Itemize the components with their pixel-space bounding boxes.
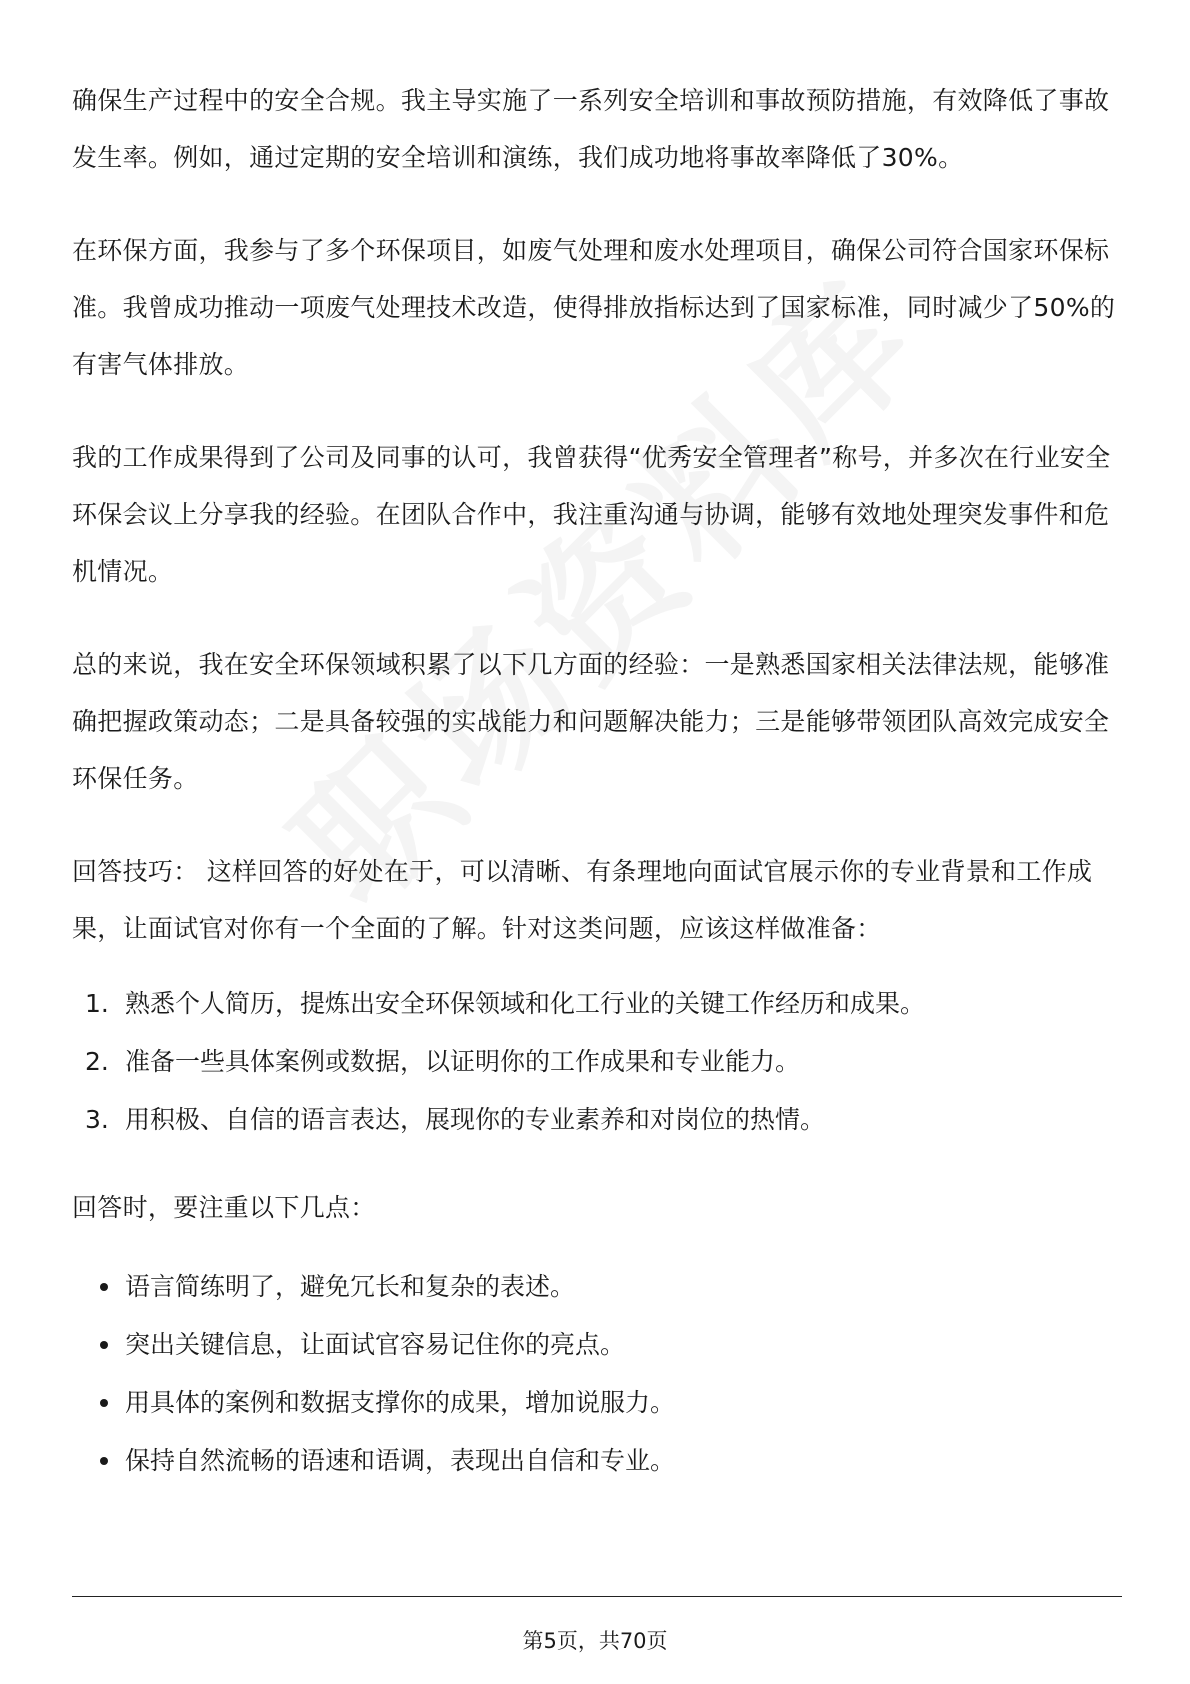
list-item-text: 突出关键信息，让面试官容易记住你的亮点。 xyxy=(125,1330,626,1359)
list-item xyxy=(72,1374,1122,1432)
paragraph-safety: 确保生产过程中的安全合规。我主导实施了一系列安全培训和事故预防措施，有效降低了事故发生率。例如，通过定期的安全培训和演练，我们成功地将事故率降低了30%。 xyxy=(72,86,1110,172)
list-item xyxy=(72,1258,1122,1316)
list-number: 1. xyxy=(85,989,109,1018)
list-item-text: 用积极、自信的语言表达，展现你的专业素养和对岗位的热情。 xyxy=(125,1105,826,1134)
paragraph-summary: 总的来说，我在安全环保领域积累了以下几方面的经验：一是熟悉国家相关法律法规，能够准确把握政策动态；二是具备较强的实战能力和问题解决能力；三是能够带领团队高效完成安全环保任务。 xyxy=(72,650,1110,793)
paragraph-recognition: 我的工作成果得到了公司及同事的认可，我曾获得“优秀安全管理者”称号，并多次在行业安全环保会议上分享我的经验。在团队合作中，我注重沟通与协调，能够有效地处理突发事件和危机情况。 xyxy=(72,443,1111,586)
bullet-icon xyxy=(100,1341,108,1349)
list-item xyxy=(72,1033,1122,1091)
bullet-icon xyxy=(100,1283,108,1291)
bullet-icon xyxy=(100,1457,108,1465)
paragraph-answer-tips: 回答技巧： 这样回答的好处在于，可以清晰、有条理地向面试官展示你的专业背景和工作成果，让面试官对你有一个全面的了解。针对这类问题，应该这样做准备： xyxy=(72,857,1093,943)
list-number: 3. xyxy=(85,1105,109,1134)
preparation-list xyxy=(72,975,1122,1149)
list-item-text: 用具体的案例和数据支撑你的成果，增加说服力。 xyxy=(125,1388,676,1417)
list-item-text: 语言简练明了，避免冗长和复杂的表述。 xyxy=(125,1272,576,1301)
list-item-text: 准备一些具体案例或数据，以证明你的工作成果和专业能力。 xyxy=(125,1047,801,1076)
paragraph-key-points: 回答时，要注重以下几点： xyxy=(72,1193,376,1222)
paragraph-environment: 在环保方面，我参与了多个环保项目，如废气处理和废水处理项目，确保公司符合国家环保标准。我曾成功推动一项废气处理技术改造，使得排放指标达到了国家标准，同时减少了50%的有害气体排放。 xyxy=(72,236,1116,379)
list-item xyxy=(72,975,1122,1033)
list-item-text: 熟悉个人简历，提炼出安全环保领域和化工行业的关键工作经历和成果。 xyxy=(125,989,926,1018)
page-number: 第5页，共70页 xyxy=(522,1629,668,1653)
bullet-icon xyxy=(100,1399,108,1407)
list-item xyxy=(72,1091,1122,1149)
page-content xyxy=(72,72,1122,1490)
list-item-text: 保持自然流畅的语速和语调，表现出自信和专业。 xyxy=(125,1446,676,1475)
list-item xyxy=(72,1432,1122,1490)
footer-divider xyxy=(72,1596,1122,1597)
list-number: 2. xyxy=(85,1047,109,1076)
list-item xyxy=(72,1316,1122,1374)
key-points-list xyxy=(72,1258,1122,1490)
